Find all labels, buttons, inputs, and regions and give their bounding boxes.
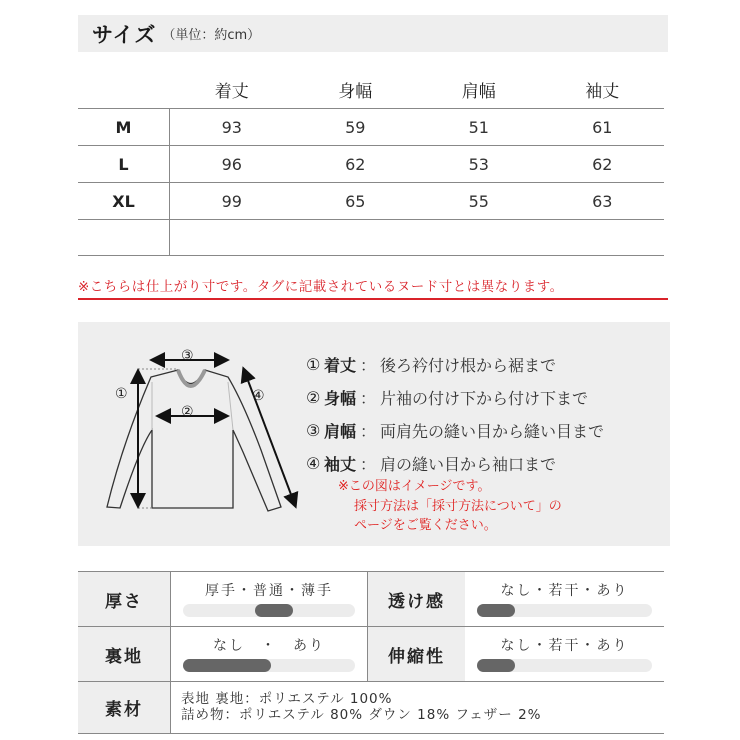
stretch-label: 伸縮性 bbox=[367, 627, 465, 681]
scale-track bbox=[183, 604, 355, 617]
thickness-label: 厚さ bbox=[78, 572, 171, 626]
marker-1: ① bbox=[115, 386, 128, 402]
table-row-empty bbox=[78, 219, 664, 256]
legend-sep: ： bbox=[360, 389, 377, 408]
note-line: ※この図はイメージです。 bbox=[338, 479, 491, 494]
legend-number: ③ bbox=[306, 421, 321, 440]
note-line: ページをご覧ください。 bbox=[354, 518, 497, 533]
legend-desc: 両肩先の縫い目から縫い目まで bbox=[380, 422, 605, 441]
legend-sep: ： bbox=[360, 422, 377, 441]
legend-item bbox=[306, 348, 604, 381]
stretch-scale bbox=[465, 627, 664, 681]
scale-indicator bbox=[183, 659, 271, 672]
value-cell: 99 bbox=[221, 191, 242, 211]
scale-indicator bbox=[477, 659, 515, 672]
material-line: 詰め物：ポリエステル 80% ダウン 18% フェザー 2% bbox=[181, 707, 542, 723]
legend-item bbox=[306, 447, 604, 480]
properties-row bbox=[78, 572, 664, 627]
legend-desc: 後ろ衿付け根から裾まで bbox=[380, 356, 557, 375]
lining-scale bbox=[171, 627, 367, 681]
value-cell: 61 bbox=[592, 117, 613, 137]
scale-text: なし・若干・あり bbox=[500, 638, 629, 654]
value-cell: 62 bbox=[592, 154, 613, 174]
legend-item bbox=[306, 414, 604, 447]
transparency-label: 透け感 bbox=[367, 572, 465, 626]
legend-number: ① bbox=[306, 355, 321, 374]
value-cell: 59 bbox=[345, 117, 366, 137]
table-row bbox=[78, 108, 664, 145]
value-cell: 55 bbox=[468, 191, 489, 211]
marker-2: ② bbox=[181, 404, 194, 420]
size-label bbox=[78, 220, 170, 255]
legend-desc: 肩の縫い目から袖口まで bbox=[380, 455, 557, 474]
scale-indicator bbox=[477, 604, 515, 617]
size-label: M bbox=[78, 109, 170, 145]
scale-track bbox=[477, 604, 652, 617]
corner-cell bbox=[78, 70, 170, 108]
size-label: XL bbox=[78, 183, 170, 219]
value-cell: 51 bbox=[468, 117, 489, 137]
legend-sep: ： bbox=[360, 455, 377, 474]
value-cell: 53 bbox=[468, 154, 489, 174]
col-header-body-width: 身幅 bbox=[338, 81, 373, 102]
material-composition bbox=[171, 682, 664, 733]
scale-indicator bbox=[255, 604, 293, 617]
size-section-header bbox=[78, 15, 668, 52]
scale-track bbox=[183, 659, 355, 672]
finished-size-notice: ※こちらは仕上がり寸です。タグに記載されているヌード寸とは異なります。 bbox=[78, 275, 668, 300]
section-title: サイズ bbox=[92, 22, 157, 47]
legend-number: ② bbox=[306, 388, 321, 407]
diagram-note bbox=[338, 477, 562, 536]
properties-row-material bbox=[78, 682, 664, 734]
legend-desc: 片袖の付け下から付け下まで bbox=[380, 389, 589, 408]
measurement-diagram-panel bbox=[78, 322, 670, 546]
marker-3: ③ bbox=[181, 348, 194, 364]
note-line: 採寸方法は「採寸方法について」の bbox=[354, 498, 562, 514]
size-label: L bbox=[78, 146, 170, 182]
thickness-scale bbox=[171, 572, 367, 626]
scale-track bbox=[477, 659, 652, 672]
marker-4: ④ bbox=[252, 388, 265, 404]
value-cell: 93 bbox=[221, 117, 242, 137]
measurement-legend bbox=[306, 348, 604, 480]
size-table-header bbox=[78, 70, 664, 108]
properties-table bbox=[78, 571, 664, 734]
legend-key: 身幅 bbox=[324, 389, 357, 408]
transparency-scale bbox=[465, 572, 664, 626]
legend-key: 肩幅 bbox=[324, 422, 357, 441]
size-table bbox=[78, 70, 664, 256]
table-row bbox=[78, 182, 664, 219]
properties-row bbox=[78, 627, 664, 682]
legend-key: 袖丈 bbox=[324, 455, 357, 474]
scale-text: なし・若干・あり bbox=[500, 583, 629, 599]
legend-key: 着丈 bbox=[324, 356, 357, 375]
legend-number: ④ bbox=[306, 454, 321, 473]
value-cell: 62 bbox=[345, 154, 366, 174]
col-header-sleeve: 袖丈 bbox=[585, 81, 620, 102]
col-header-length: 着丈 bbox=[214, 81, 249, 102]
scale-text: なし ・ あり bbox=[213, 638, 325, 654]
legend-sep: ： bbox=[360, 356, 377, 375]
value-cell: 96 bbox=[221, 154, 242, 174]
value-cell: 65 bbox=[345, 191, 366, 211]
material-label: 素材 bbox=[78, 682, 171, 733]
legend-item bbox=[306, 381, 604, 414]
lining-label: 裏地 bbox=[78, 627, 171, 681]
scale-text: 厚手・普通・薄手 bbox=[205, 583, 333, 599]
unit-label: （単位：約cm） bbox=[162, 28, 261, 43]
value-cell: 63 bbox=[592, 191, 613, 211]
col-header-shoulder: 肩幅 bbox=[461, 81, 496, 102]
table-row bbox=[78, 145, 664, 182]
material-line: 表地 裏地：ポリエステル 100% bbox=[181, 691, 393, 707]
